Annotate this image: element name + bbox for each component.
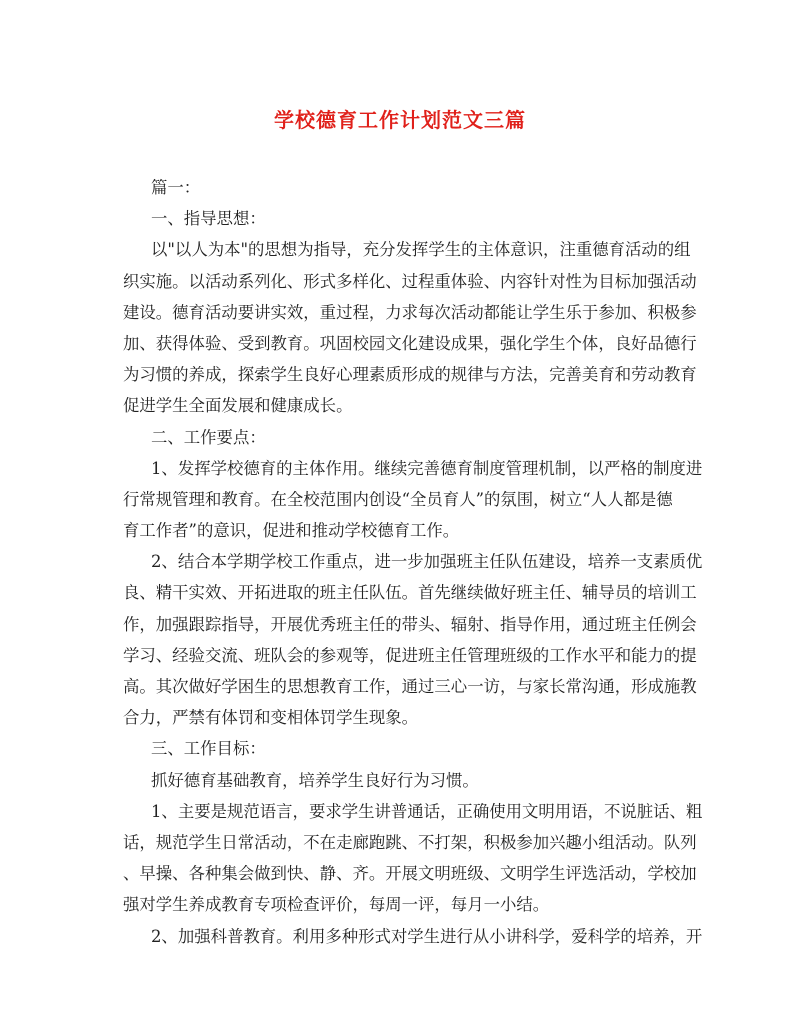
text-line: 二、工作要点： [151,427,266,447]
text-line: 强对学生养成教育专项检查评价，每周一评，每月一小结。 [123,895,550,915]
text-line: 合力，严禁有体罚和变相体罚学生现象。 [123,708,419,728]
document-body [123,172,703,952]
text-line: 学习、经验交流、班队会的参观等，促进班主任管理班级的工作水平和能力的提 [123,645,697,665]
text-line: 促进学生全面发展和健康成长。 [123,396,353,416]
text-line: 加、获得体验、受到教育。巩固校园文化建设成果，强化学生个体，良好品德行 [123,333,697,353]
text-line: 为习惯的养成，探索学生良好心理素质形成的规律与方法，完善美育和劳动教育 [123,365,697,385]
text-line: 2、结合本学期学校工作重点，进一步加强班主任队伍建设，培养一支素质优 [151,552,703,572]
text-line: 良、精干实效、开拓进取的班主任队伍。首先继续做好班主任、辅导员的培训工 [123,583,697,603]
text-line: 育工作者”的意识，促进和推动学校德育工作。 [123,521,460,541]
text-line: 建设。德育活动要讲实效，重过程，力求每次活动都能让学生乐于参加、积极参 [123,302,697,322]
text-line: 2、加强科普教育。利用多种形式对学生进行从小讲科学，爱科学的培养，开 [151,926,703,946]
text-line: 篇一： [151,178,201,197]
text-line: 作，加强跟踪指导，开展优秀班主任的带头、辐射、指导作用，通过班主任例会 [123,614,697,634]
text-line: 三、工作目标： [151,739,266,759]
text-line: 高。其次做好学困生的思想教育工作，通过三心一访，与家长常沟通，形成施教 [123,677,697,696]
text-line: 、早操、各种集会做到快、静、齐。开展文明班级、文明学生评选活动，学校加 [123,864,697,884]
text-line: 以"以人为本"的思想为指导，充分发挥学生的主体意识，注重德育活动的组 [151,240,691,260]
text-line: 抓好德育基础教育，培养学生良好行为习惯。 [151,770,479,790]
document-title: 学校德育工作计划范文三篇 [274,108,526,132]
text-line: 行常规管理和教育。在全校范围内创设“全员育人”的氛围，树立“人人都是德 [123,489,673,509]
text-line: 织实施。以活动系列化、形式多样化、过程重体验、内容针对性为目标加强活动 [123,271,697,291]
text-line: 1、发挥学校德育的主体作用。继续完善德育制度管理机制，以严格的制度进 [151,458,703,478]
text-line: 一、指导思想： [151,209,266,229]
text-line: 1、主要是规范语言，要求学生讲普通话，正确使用文明用语，不说脏话、粗 [151,801,703,821]
text-line: 话，规范学生日常活动，不在走廊跑跳、不打架，积极参加兴趣小组活动。队列 [123,832,697,852]
